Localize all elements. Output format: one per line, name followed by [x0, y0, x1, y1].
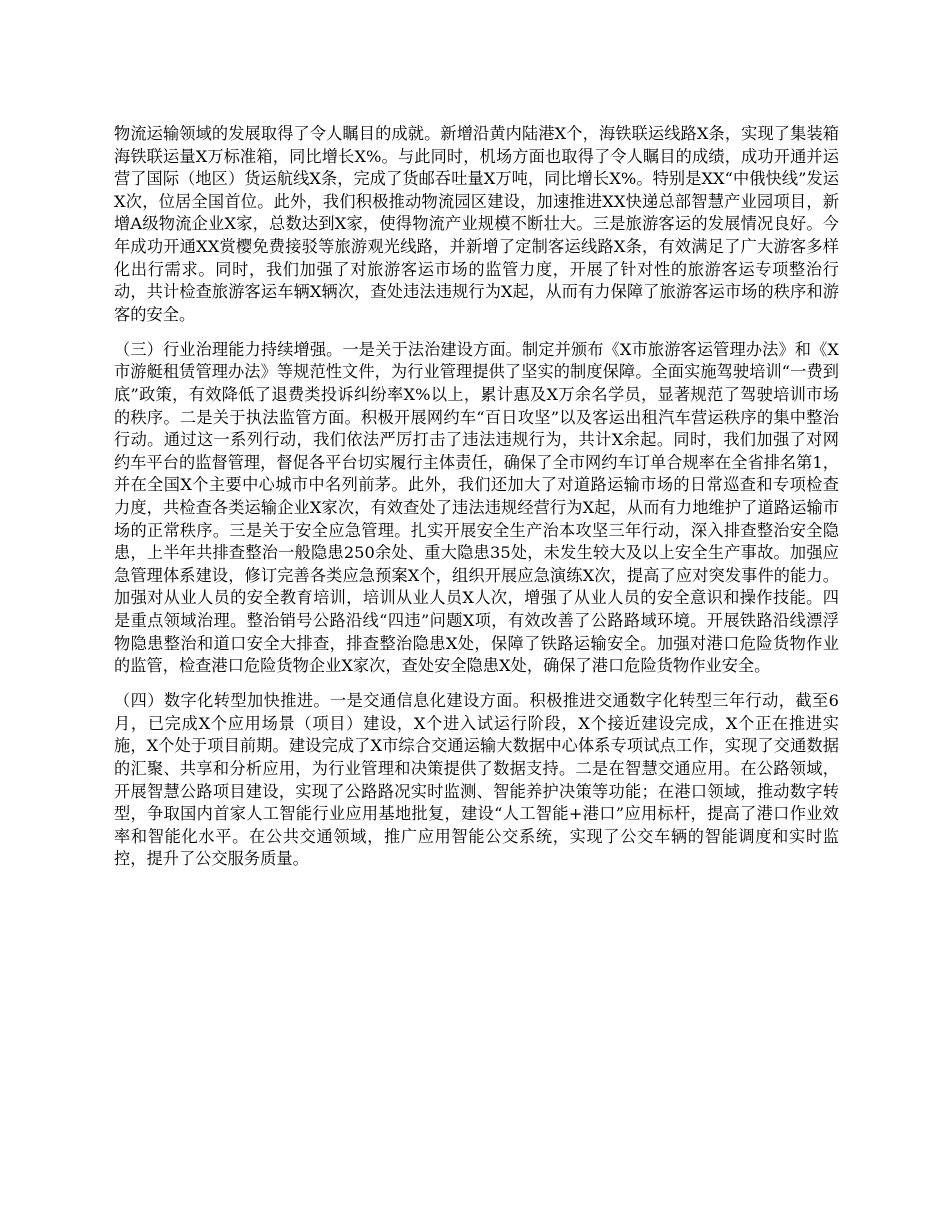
document-body	[114, 123, 839, 884]
paragraph-industry-governance: （三）行业治理能力持续增强。一是关于法治建设方面。制定并颁布《X市旅游客运管理办法》和《X市游艇租赁管理办法》等规范性文件，为行业管理提供了坚实的制度保障。全面实施驾驶培训“一费到底”政策，有效降低了退费类投诉纠纷率X%以上，累计惠及X万余名学员，显著规范了驾驶培训市场的秩序。二是关于执法监管方面。积极开展网约车“百日攻坚”以及客运出租汽车营运秩序的集中整治行动。通过这一系列行动，我们依法严厉打击了违法违规行为，共计X余起。同时，我们加强了对网约车平台的监督管理，督促各平台切实履行主体责任，确保了全市网约车订单合规率在全省排名第1，并在全国X个主要中心城市中名列前茅。此外，我们还加大了对道路运输市场的日常巡查和专项检查力度，共检查各类运输企业X家次，有效查处了违法违规经营行为X起，从而有力地维护了道路运输市场的正常秩序。三是关于安全应急管理。扎实开展安全生产治本攻坚三年行动，深入排查整治安全隐患，上半年共排查整治一般隐患250余处、重大隐患35处，未发生较大及以上安全生产事故。加强应急管理体系建设，修订完善各类应急预案X个，组织开展应急演练X次，提高了应对突发事件的能力。加强对从业人员的安全教育培训，培训从业人员X人次，增强了从业人员的安全意识和操作技能。四是重点领域治理。整治销号公路沿线“四违”问题X项，有效改善了公路路域环境。开展铁路沿线漂浮物隐患整治和道口安全大排查，排查整治隐患X处，保障了铁路运输安全。加强对港口危险货物作业的监管，检查港口危险货物企业X家次，查处安全隐患X处，确保了港口危险货物作业安全。	[114, 339, 839, 676]
paragraph-logistics-tourism: 物流运输领域的发展取得了令人瞩目的成就。新增沿黄内陆港X个，海铁联运线路X条，实现了集装箱海铁联运量X万标准箱，同比增长X%。与此同时，机场方面也取得了令人瞩目的成绩，成功开通并运营了国际（地区）货运航线X条，完成了货邮吞吐量X万吨，同比增长X%。特别是XX“中俄快线”发运X次，位居全国首位。此外，我们积极推动物流园区建设，加速推进XX快递总部智慧产业园项目，新增A级物流企业X家，总数达到X家，使得物流产业规模不断壮大。三是旅游客运的发展情况良好。今年成功开通XX赏樱免费接驳等旅游观光线路，并新增了定制客运线路X条，有效满足了广大游客多样化出行需求。同时，我们加强了对旅游客运市场的监管力度，开展了针对性的旅游客运专项整治行动，共计检查旅游客运车辆X辆次，查处违法违规行为X起，从而有力保障了旅游客运市场的秩序和游客的安全。	[114, 124, 839, 324]
paragraph-digital-transformation: （四）数字化转型加快推进。一是交通信息化建设方面。积极推进交通数字化转型三年行动，截至6月，已完成X个应用场景（项目）建设，X个进入试运行阶段，X个接近建设完成，X个正在推进实施，X个处于项目前期。建设完成了X市综合交通运输大数据中心体系专项试点工作，实现了交通数据的汇聚、共享和分析应用，为行业管理和决策提供了数据支持。二是在智慧交通应用。在公路领域，开展智慧公路项目建设，实现了公路路况实时监测、智能养护决策等功能；在港口领域，推动数字转型，争取国内首家人工智能行业应用基地批复，建设“人工智能+港口”应用标杆，提高了港口作业效率和智能化水平。在公共交通领域，推广应用智能公交系统，实现了公交车辆的智能调度和实时监控，提升了公交服务质量。	[114, 691, 839, 869]
